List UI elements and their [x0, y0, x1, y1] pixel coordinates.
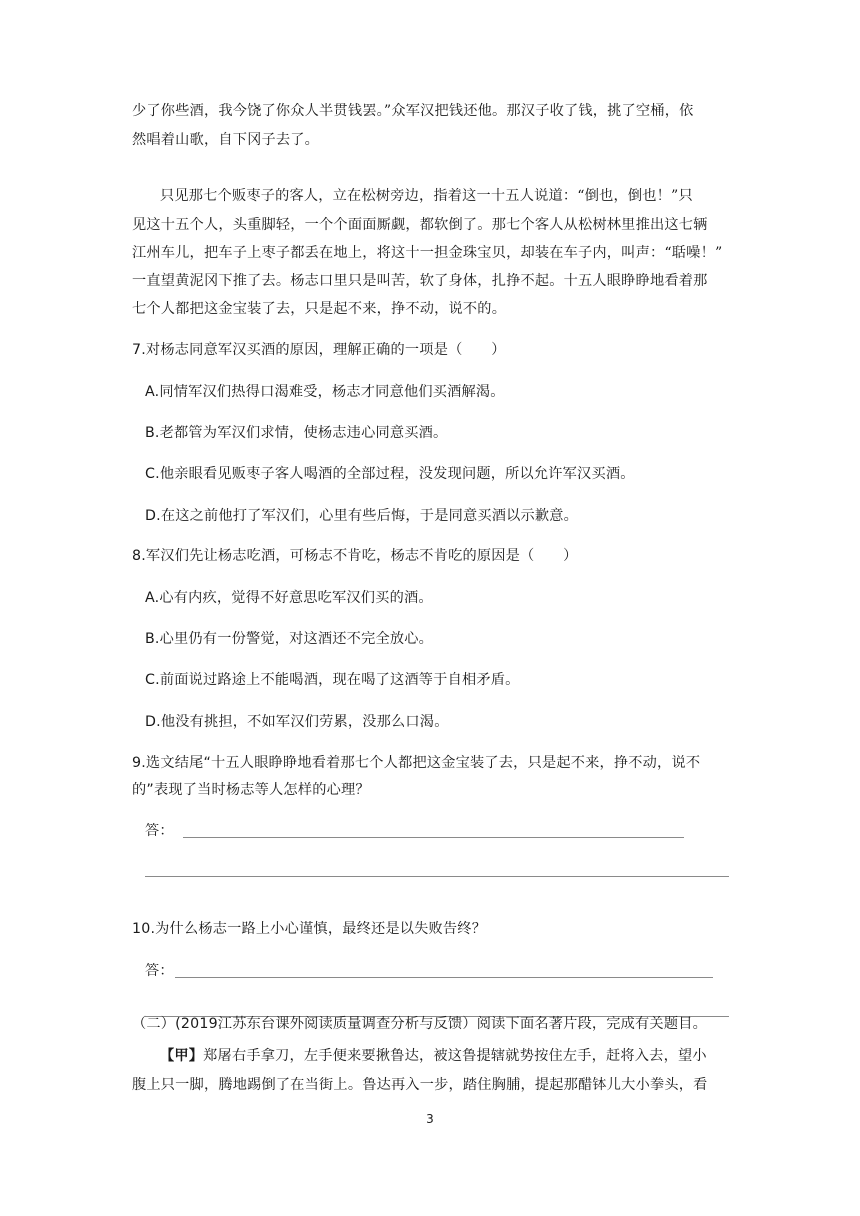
section-2-heading: （二）(2019江苏东台课外阅读质量调查分析与反馈）阅读下面名著片段，完成有关题目。 — [132, 1016, 707, 1032]
passage-line-5: 江州车儿，把车子上枣子都丢在地上，将这十一担金珠宝贝，却装在车子内，叫声：“聒噪！” — [132, 245, 723, 261]
question-9-answer-line-1[interactable] — [183, 837, 684, 838]
question-7-option-d: D.在这之前他打了军汉们，心里有些后悔，于是同意买酒以示歉意。 — [145, 508, 579, 524]
question-7-option-c: C.他亲眼看见贩枣子客人喝酒的全部过程，没发现问题，所以允许军汉买酒。 — [145, 466, 635, 482]
question-10-answer-label: 答： — [145, 963, 174, 979]
question-7-stem: 7.对杨志同意军汉买酒的原因，理解正确的一项是（ ） — [132, 342, 506, 358]
section-2-line-1 — [160, 1045, 707, 1065]
question-9-stem-line-2: 的”表现了当时杨志等人怎样的心理？ — [132, 782, 370, 798]
question-9-answer-line-2[interactable] — [145, 876, 729, 877]
section-2-tag: 【甲】 — [160, 1048, 204, 1064]
passage-line-4: 见这十五个人，头重脚轻，一个个面面厮觑，都软倒了。那七个客人从松树林里推出这七辆 — [132, 217, 708, 233]
page-number: 3 — [426, 1112, 434, 1126]
question-8-stem: 8.军汉们先让杨志吃酒，可杨志不肯吃，杨志不肯吃的原因是（ ） — [132, 548, 578, 564]
question-10-stem: 10.为什么杨志一路上小心谨慎，最终还是以失败告终？ — [132, 921, 487, 937]
question-8-option-a: A.心有内疚，觉得不好意思吃军汉们买的酒。 — [145, 590, 433, 606]
question-10-answer-line-1[interactable] — [175, 977, 713, 978]
passage-line-7: 七个人都把这金宝装了去，只是起不来，挣不动，说不的。 — [132, 301, 507, 317]
question-8-option-c: C.前面说过路途上不能喝酒，现在喝了这酒等于自相矛盾。 — [145, 672, 520, 688]
question-9-answer-label: 答： — [145, 823, 174, 839]
question-7-option-a: A.同情军汉们热得口渴难受，杨志才同意他们买酒解渴。 — [145, 384, 505, 400]
passage-line-1: 少了你些酒，我今饶了你众人半贯钱罢。”众军汉把钱还他。那汉子收了钱，挑了空桶，依 — [132, 103, 694, 119]
question-7-option-b: B.老都管为军汉们求情，使杨志违心同意买酒。 — [145, 425, 448, 441]
passage-line-6: 一直望黄泥冈下推了去。杨志口里只是叫苦，软了身体，扎挣不起。十五人眼睁睁地看着那 — [132, 273, 708, 289]
question-8-option-b: B.心里仍有一份警觉，对这酒还不完全放心。 — [145, 631, 434, 647]
passage-line-2: 然唱着山歌，自下冈子去了。 — [132, 132, 320, 148]
section-2-line-2: 腹上只一脚，腾地踢倒了在当街上。鲁达再入一步，踏住胸脯，提起那醋钵儿大小拳头，看 — [132, 1077, 708, 1093]
section-2-line-1-text: 郑屠右手拿刀，左手便来要揪鲁达，被这鲁提辖就势按住左手，赶将入去，望小 — [203, 1048, 707, 1064]
passage-line-3: 只见那七个贩枣子的客人，立在松树旁边，指着这一十五人说道：“倒也，倒也！”只 — [160, 188, 693, 204]
question-9-stem-line-1: 9.选文结尾“十五人眼睁睁地看着那七个人都把这金宝装了去，只是起不来，挣不动，说不 — [132, 755, 701, 771]
question-8-option-d: D.他没有挑担，不如军汉们劳累，没那么口渴。 — [145, 714, 449, 730]
